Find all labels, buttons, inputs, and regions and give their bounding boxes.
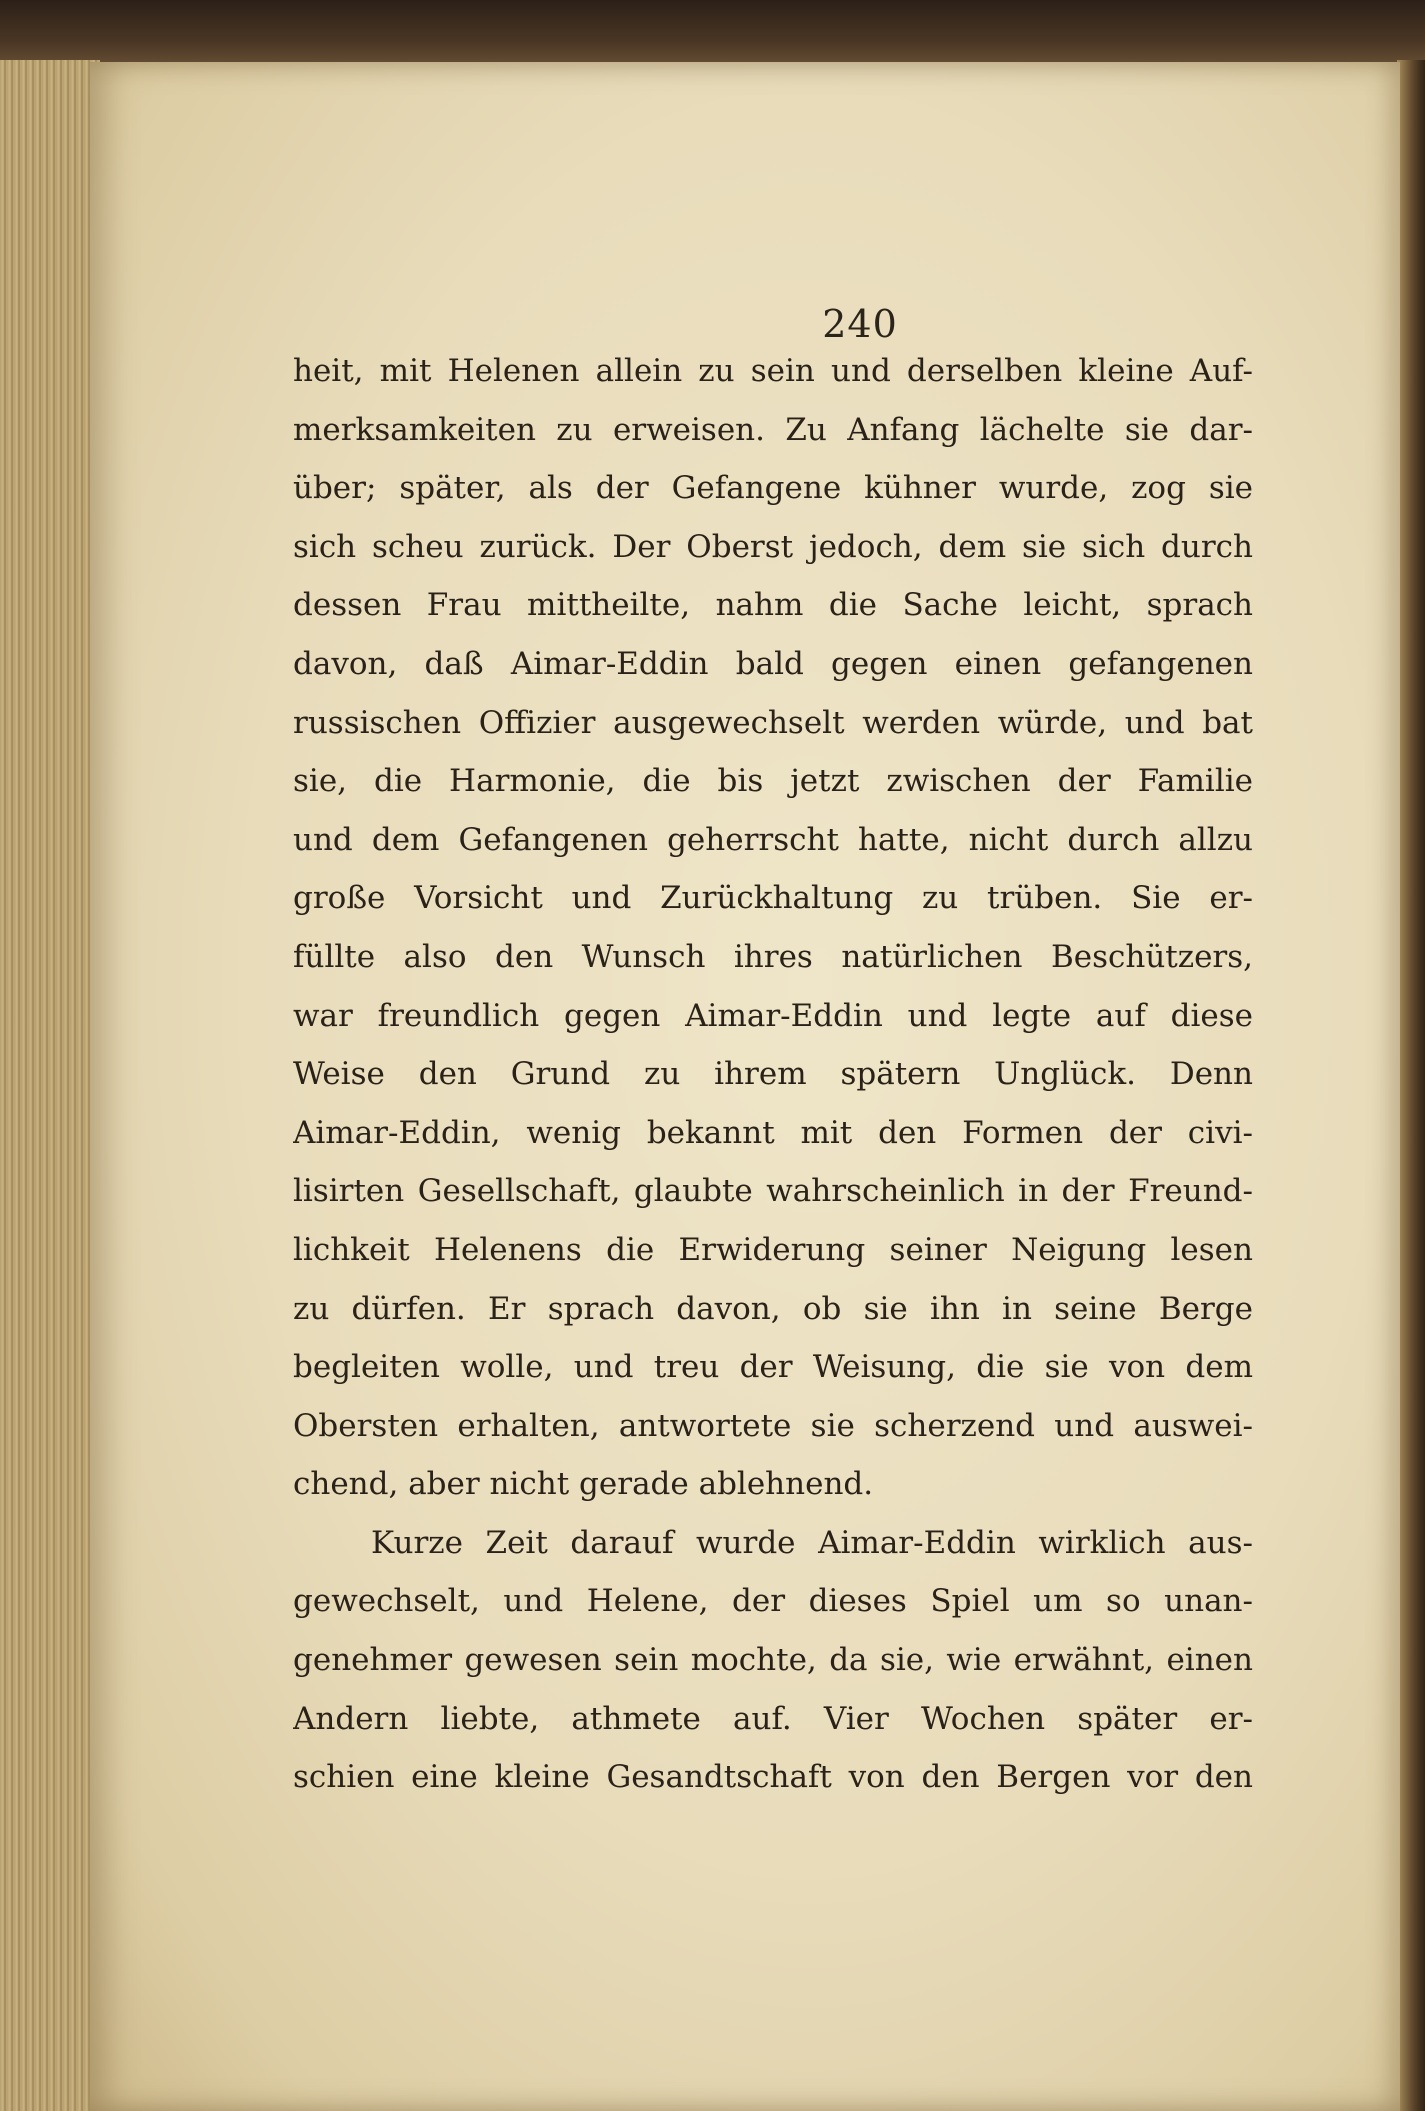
text-line: war freundlich gegen Aimar-Eddin und legte auf diese xyxy=(293,997,1253,1034)
text-line: schien eine kleine Gesandtschaft von den Bergen vor den xyxy=(293,1759,1253,1796)
text-line: sie, die Harmonie, die bis jetzt zwischen der Familie xyxy=(293,763,1253,800)
paragraph xyxy=(293,1514,1253,1807)
text-line: merksamkeiten zu erweisen. Zu Anfang lächelte sie dar- xyxy=(293,411,1253,448)
text-line: und dem Gefangenen geherrscht hatte, nicht durch allzu xyxy=(293,821,1253,858)
paragraph xyxy=(293,342,1253,1514)
text-line: Obersten erhalten, antwortete sie scherzend und auswei- xyxy=(293,1407,1253,1444)
text-line: sich scheu zurück. Der Oberst jedoch, dem sie sich durch xyxy=(293,528,1253,565)
body-text xyxy=(293,342,1253,1807)
text-line: begleiten wolle, und treu der Weisung, die sie von dem xyxy=(293,1349,1253,1386)
text-line: genehmer gewesen sein mochte, da sie, wie erwähnt, einen xyxy=(293,1642,1253,1679)
text-line: russischen Offizier ausgewechselt werden würde, und bat xyxy=(293,704,1253,741)
text-line: Weise den Grund zu ihrem spätern Unglück. Denn xyxy=(293,1056,1253,1093)
page-stack-right-edge xyxy=(1397,60,1425,2111)
text-line: lisirten Gesellschaft, glaubte wahrscheinlich in der Freund- xyxy=(293,1173,1253,1210)
text-line: dessen Frau mittheilte, nahm die Sache leicht, sprach xyxy=(293,587,1253,624)
text-line: Andern liebte, athmete auf. Vier Wochen später er- xyxy=(293,1700,1253,1737)
text-line: zu dürfen. Er sprach davon, ob sie ihn in seine Berge xyxy=(293,1290,1253,1327)
text-line: chend, aber nicht gerade ablehnend. xyxy=(293,1466,874,1503)
text-line: davon, daß Aimar-Eddin bald gegen einen gefangenen xyxy=(293,645,1253,682)
book-cover-edge xyxy=(0,0,1425,70)
text-line: füllte also den Wunsch ihres natürlichen Beschützers, xyxy=(293,938,1253,975)
text-line: über; später, als der Gefangene kühner wurde, zog sie xyxy=(293,470,1253,507)
text-line: heit, mit Helenen allein zu sein und derselben kleine Auf- xyxy=(293,353,1253,389)
text-line: Aimar-Eddin, wenig bekannt mit den Formen der civi- xyxy=(293,1114,1253,1151)
text-line: gewechselt, und Helene, der dieses Spiel um so unan- xyxy=(293,1583,1253,1620)
text-line: lichkeit Helenens die Erwiderung seiner Neigung lesen xyxy=(293,1231,1253,1268)
page-stack-left-edge xyxy=(0,60,100,2111)
page-number: 240 xyxy=(822,302,898,346)
text-line: Kurze Zeit darauf wurde Aimar-Eddin wirklich aus- xyxy=(371,1524,1253,1561)
text-line: große Vorsicht und Zurückhaltung zu trüben. Sie er- xyxy=(293,880,1253,917)
